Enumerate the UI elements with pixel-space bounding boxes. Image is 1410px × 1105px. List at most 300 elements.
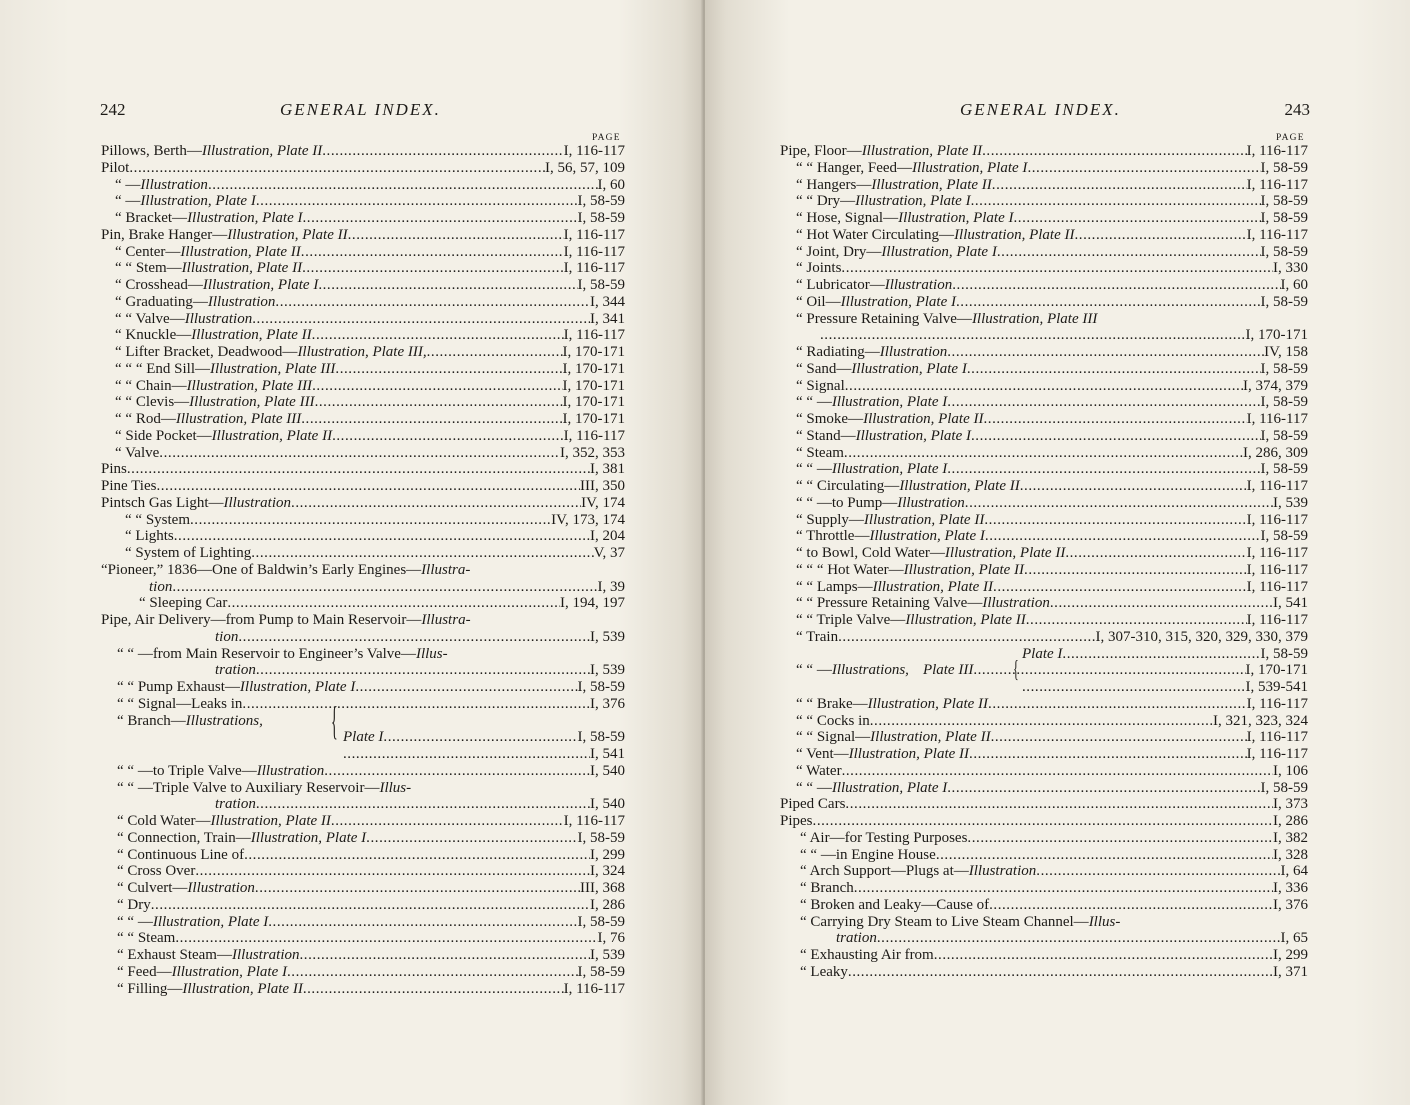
- index-entry: [780, 796, 1308, 813]
- page-reference: I, 116-117: [1246, 226, 1308, 243]
- page-reference: I, 286: [1273, 813, 1308, 829]
- entry-indent: [780, 327, 820, 344]
- entry-heading: [796, 428, 971, 445]
- entry-indent: [101, 729, 343, 746]
- entry-italic-text: Illustration, Plate II: [863, 511, 985, 528]
- index-entry: [101, 897, 625, 914]
- entry-indent: [780, 277, 796, 294]
- dot-leader: [997, 244, 1261, 261]
- dot-leader: [971, 193, 1261, 210]
- entry-heading: [796, 612, 1026, 629]
- entry-heading: [796, 595, 1050, 612]
- index-entry: [780, 244, 1308, 261]
- entry-indent: [780, 445, 796, 462]
- entry-italic-text: Illustration, Plate III: [971, 310, 1098, 327]
- entry-indent: [101, 177, 115, 194]
- entry-heading: [115, 411, 301, 428]
- dot-leader: [989, 897, 1273, 914]
- entry-indent: [780, 763, 796, 780]
- entry-heading: [796, 378, 845, 395]
- dot-leader: [845, 796, 1273, 813]
- entry-text: “ Crosshead—: [115, 277, 203, 293]
- page-reference: I, 116-117: [1246, 578, 1308, 595]
- entry-text: “ Exhausting Air from: [800, 947, 934, 963]
- running-title: GENERAL INDEX.: [280, 100, 441, 119]
- entry-text: “ “ Circulating—: [796, 478, 900, 494]
- entry-italic-text: Illustration, Plate II: [954, 226, 1075, 243]
- entry-indent: [780, 947, 800, 964]
- entry-heading: [101, 562, 470, 579]
- entry-text: “ Broken and Leaky—Cause of: [800, 896, 990, 913]
- dot-leader: [993, 579, 1247, 596]
- dot-leader: [366, 830, 577, 847]
- entry-indent: [101, 512, 125, 529]
- page-reference: I, 539: [590, 947, 625, 963]
- entry-text: “ Hangers—: [796, 176, 872, 193]
- entry-indent: [780, 428, 796, 445]
- index-entry: [780, 746, 1308, 763]
- entry-heading: [117, 713, 263, 730]
- entry-indent: [780, 629, 796, 646]
- entry-heading: [800, 880, 854, 897]
- entry-text: “ Air—for Testing Purposes: [800, 829, 968, 846]
- index-entry: [101, 260, 625, 277]
- index-entry: [780, 847, 1308, 864]
- entry-heading: [796, 662, 909, 679]
- dot-leader: [303, 981, 564, 998]
- entry-italic-text: Illustrations,: [185, 712, 263, 729]
- index-entry: [780, 562, 1308, 579]
- dot-leader: [1065, 545, 1246, 562]
- entry-indent: [101, 679, 117, 696]
- entry-text: “ Lifter Bracket, Deadwood—: [115, 344, 298, 360]
- page-reference: I, 170-171: [1245, 662, 1308, 679]
- entry-heading: [101, 478, 156, 495]
- page-reference: V, 37: [593, 545, 625, 561]
- entry-text: “ Leaky: [800, 963, 848, 980]
- entry-indent: [780, 897, 800, 914]
- entry-indent: [101, 579, 149, 596]
- index-entry: [780, 495, 1308, 512]
- page-reference: I, 58-59: [1260, 394, 1308, 411]
- page-reference: IV, 174: [581, 494, 625, 511]
- entry-heading: [796, 478, 1020, 495]
- entry-indent: [101, 193, 115, 210]
- entry-italic-text: Illustration, Plate II: [871, 176, 992, 193]
- dot-leader: [877, 930, 1281, 947]
- entry-indent: [780, 545, 796, 562]
- entry-indent: [780, 311, 796, 328]
- index-entry: [780, 394, 1308, 411]
- entry-indent: [780, 260, 796, 277]
- entry-heading: [215, 662, 256, 679]
- page-reference: I, 116-117: [563, 260, 625, 277]
- entry-text: “ Branch: [800, 880, 854, 896]
- dot-leader: [129, 160, 545, 177]
- page-reference: I, 540: [590, 796, 625, 813]
- page-reference: I, 64: [1280, 863, 1308, 880]
- entry-heading: [139, 595, 227, 612]
- entry-italic-text: Illustration, Plate I: [912, 159, 1028, 176]
- index-entry: [780, 830, 1308, 847]
- index-entry: [101, 478, 625, 495]
- page-reference: I, 170-171: [1245, 327, 1308, 344]
- entry-heading: [115, 244, 301, 261]
- index-entry: [101, 646, 625, 663]
- entry-indent: [101, 763, 117, 780]
- entry-indent: [780, 830, 800, 847]
- entry-italic-text: Illustration, Plate II: [903, 561, 1025, 578]
- dot-leader: [947, 394, 1260, 411]
- entry-heading: [800, 914, 1120, 931]
- page-reference: I, 58-59: [1260, 360, 1308, 377]
- entry-italic-text: Illustration, Plate I: [187, 210, 303, 226]
- brace-glyph: {: [331, 697, 338, 743]
- dot-leader: [1036, 863, 1280, 880]
- page-reference: I, 116-117: [563, 980, 625, 997]
- entry-indent: [101, 361, 115, 378]
- dot-leader: [238, 629, 590, 646]
- entry-heading: [796, 411, 983, 428]
- entry-indent: [101, 378, 115, 395]
- entry-heading: [115, 294, 275, 311]
- entry-heading: [780, 143, 982, 160]
- page-reference: I, 116-117: [563, 427, 625, 444]
- brace-glyph: {: [1013, 657, 1019, 684]
- index-entry: [101, 612, 625, 629]
- entry-text: “ “ Triple Valve—: [796, 612, 906, 628]
- page-reference: I, 58-59: [1260, 210, 1308, 226]
- entry-indent: [780, 177, 796, 194]
- dot-leader: [256, 796, 590, 813]
- entry-italic-text: Illustration, Plate III: [189, 394, 315, 411]
- page-reference: I, 116-117: [563, 243, 625, 260]
- entry-indent: [101, 662, 215, 679]
- index-entry: [780, 277, 1308, 294]
- entry-italic-text: Illustration: [879, 344, 948, 360]
- page-column-label: PAGE: [592, 133, 621, 143]
- entry-heading: [796, 227, 1074, 244]
- entry-heading: [796, 394, 947, 411]
- index-entry: [101, 545, 625, 562]
- entry-indent: [780, 210, 796, 227]
- dot-leader: [971, 428, 1261, 445]
- entry-italic-text: Illustration: [223, 494, 292, 511]
- dot-leader: [322, 143, 563, 160]
- entry-indent: [101, 411, 115, 428]
- dot-leader: [934, 947, 1273, 964]
- page-reference: I, 540: [590, 762, 625, 779]
- page-column-label: PAGE: [1276, 133, 1305, 143]
- entry-italic-text: Illustration, Plate I: [250, 829, 367, 846]
- entry-heading: [115, 361, 335, 378]
- page-reference: I, 371: [1273, 963, 1308, 980]
- entry-italic-text: Illustration, Plate II: [867, 695, 989, 712]
- entry-text: “ “ Signal—: [796, 729, 871, 746]
- index-entry: [780, 545, 1308, 562]
- entry-heading: [796, 445, 844, 462]
- entry-text: “ Throttle—: [796, 528, 870, 545]
- entry-italic-text: Illustration, Plate III: [175, 411, 302, 427]
- entry-italic-text: Illustration, Plate I: [202, 277, 319, 293]
- index-entry: [780, 143, 1308, 160]
- entry-italic-text: tion: [149, 578, 173, 595]
- dot-leader: [1024, 562, 1247, 579]
- dot-leader: [252, 311, 590, 328]
- page-reference: I, 56, 57, 109: [545, 159, 625, 176]
- dot-leader: [287, 964, 578, 981]
- page-reference: I, 58-59: [1260, 159, 1308, 176]
- page-reference: I, 170-171: [562, 344, 625, 360]
- entry-italic-text: Illustration: [207, 293, 276, 310]
- entry-text: “ Joints: [796, 260, 842, 277]
- entry-italic-text: Illustration, Plate I: [898, 210, 1014, 226]
- entry-indent: [101, 629, 215, 646]
- entry-indent: [780, 646, 1022, 663]
- entry-text: “ “ —from Main Reservoir to Engineer’s Valve—: [117, 645, 416, 662]
- entry-text: “ “ Pump Exhaust—: [117, 679, 240, 695]
- index-entry: [780, 579, 1308, 596]
- entry-text: “ “ Signal—Leaks in: [117, 695, 243, 712]
- entry-heading: [796, 579, 993, 596]
- entry-text: “ “ Stem—: [115, 260, 182, 277]
- entry-italic-text: Illustration, Plate I: [152, 913, 269, 930]
- left-page: [0, 0, 703, 1105]
- dot-leader: [1026, 612, 1247, 629]
- index-entry: [780, 646, 1308, 663]
- entry-indent: [780, 696, 796, 713]
- entry-indent: [101, 294, 115, 311]
- page-reference: I, 116-117: [1246, 746, 1308, 762]
- entry-italic-text: Illustration, Plate II: [211, 427, 333, 444]
- dot-leader: [302, 210, 577, 227]
- dot-leader: [175, 930, 597, 947]
- index-entry: [101, 277, 625, 294]
- entry-text: “ Vent—: [796, 746, 849, 762]
- entry-indent: [780, 612, 796, 629]
- page-reference: I, 539-541: [1245, 679, 1308, 695]
- entry-heading: [796, 696, 988, 713]
- entry-heading: [796, 344, 947, 361]
- page-reference: I, 58-59: [577, 193, 625, 210]
- entry-indent: [101, 897, 117, 914]
- page-reference: I, 116-117: [1246, 729, 1308, 746]
- entry-text: “ “ Rod—: [115, 411, 176, 427]
- entry-heading: [117, 813, 331, 830]
- entry-heading: [115, 177, 208, 194]
- index-entry: [780, 344, 1308, 361]
- entry-italic-text: Illustration: [140, 176, 208, 193]
- entry-text: “ Radiating—: [796, 344, 880, 360]
- dot-leader: [256, 193, 578, 210]
- page-reference: I, 286, 309: [1243, 444, 1308, 461]
- index-entry: [780, 679, 1308, 696]
- right-page: [705, 0, 1410, 1105]
- index-entry: [780, 378, 1308, 395]
- index-entry: [101, 143, 625, 160]
- entry-text: Pipes: [780, 813, 813, 829]
- dot-leader: [965, 495, 1273, 512]
- entry-heading: [796, 495, 965, 512]
- index-entry: [780, 930, 1308, 947]
- index-entry: [780, 478, 1308, 495]
- entry-heading: [800, 863, 1036, 880]
- dot-leader: [841, 260, 1273, 277]
- entry-heading: [115, 344, 427, 361]
- dot-leader: [991, 729, 1247, 746]
- page-reference: I, 58-59: [1260, 528, 1308, 545]
- dot-leader: [967, 830, 1273, 847]
- page-reference: I, 170-171: [562, 377, 625, 394]
- entry-indent: [780, 394, 796, 411]
- index-entry: [101, 562, 625, 579]
- entry-text: “ Lights: [125, 528, 174, 545]
- dot-leader: [967, 361, 1261, 378]
- page-reference: I, 299: [590, 846, 625, 863]
- dot-leader: [870, 713, 1213, 730]
- page-reference: I, 76: [597, 930, 625, 947]
- page-number: 243: [1284, 100, 1310, 119]
- page-reference: I, 116-117: [1246, 545, 1308, 561]
- page-reference: I, 541: [590, 746, 625, 762]
- index-entry: [780, 863, 1308, 880]
- index-entry: [780, 160, 1308, 177]
- entry-indent: [101, 696, 117, 713]
- entry-heading: [796, 713, 870, 730]
- index-entry: [101, 830, 625, 847]
- index-entry: [780, 947, 1308, 964]
- dot-leader: [312, 327, 564, 344]
- entry-indent: [780, 880, 800, 897]
- right-page-header: [780, 100, 1310, 122]
- entry-indent: [101, 713, 117, 730]
- index-entry: [780, 763, 1308, 780]
- entry-italic-text: tration: [836, 930, 877, 947]
- dot-leader: [251, 545, 593, 562]
- index-entry: [101, 177, 625, 194]
- entry-heading: [800, 964, 848, 981]
- entry-text: “ Culvert—: [117, 880, 188, 896]
- entry-indent: [101, 260, 115, 277]
- page-reference: I, 539: [590, 662, 625, 679]
- entry-text: “ Filling—: [117, 980, 183, 997]
- entry-text: “ Water: [796, 762, 842, 779]
- page-reference: I, 58-59: [577, 277, 625, 293]
- index-entry: [780, 964, 1308, 981]
- entry-heading: [796, 311, 1097, 328]
- entry-italic-text: Illustra-: [421, 561, 471, 578]
- entry-text: “ Center—: [115, 243, 181, 260]
- index-entry: [101, 411, 625, 428]
- entry-heading: [796, 294, 956, 311]
- index-entry: [780, 813, 1308, 830]
- entry-italic-text: Illustration, Plate II: [863, 411, 984, 427]
- page-reference: I, 170-171: [562, 394, 625, 411]
- page-reference: I, 116-117: [563, 143, 625, 159]
- index-entry: [780, 713, 1308, 730]
- page-reference: I, 374, 379: [1243, 377, 1308, 394]
- entry-heading: [796, 461, 947, 478]
- entry-text: “ Side Pocket—: [115, 427, 212, 444]
- dot-leader: [256, 662, 590, 679]
- dot-leader: [985, 528, 1261, 545]
- dot-leader: [1062, 646, 1260, 663]
- entry-text: “ Oil—: [796, 293, 841, 310]
- index-entry: [780, 294, 1308, 311]
- dot-leader: [1050, 595, 1273, 612]
- entry-italic-text: Illustration, Plate II: [201, 143, 323, 159]
- entry-heading: [796, 729, 991, 746]
- index-entry: [101, 394, 625, 411]
- entry-text: “ “ System: [125, 511, 190, 528]
- entry-text: “ —: [115, 193, 141, 210]
- index-entry: [101, 595, 625, 612]
- left-page-header: [100, 100, 630, 122]
- entry-italic-text: Plate I: [343, 729, 384, 746]
- entry-heading: [796, 260, 841, 277]
- entry-text: “ Exhaust Steam—: [117, 947, 232, 963]
- page-reference: I, 116-117: [1246, 561, 1308, 578]
- entry-heading: [125, 512, 190, 529]
- index-entry: [780, 512, 1308, 529]
- index-entry: [101, 746, 625, 763]
- entry-indent: [101, 930, 117, 947]
- entry-indent: [780, 378, 796, 395]
- entry-indent: [101, 244, 115, 261]
- index-entry: [780, 411, 1308, 428]
- entry-text: “ “ “ Hot Water—: [796, 561, 904, 578]
- entry-text: “ Cross Over: [117, 863, 196, 880]
- entry-italic-text: Illustration: [982, 595, 1050, 612]
- entry-italic-text: Illustration, Plate I: [851, 360, 967, 377]
- page-reference: I, 116-117: [1246, 511, 1308, 528]
- entry-text: “ Knuckle—: [115, 327, 192, 344]
- index-entry: [101, 193, 625, 210]
- entry-text: Pipe, Air Delivery—from Pump to Main Reservoir—: [101, 612, 422, 628]
- page-reference: I, 321, 323, 324: [1213, 712, 1308, 729]
- entry-text: “ “ —Triple Valve to Auxiliary Reservoir—: [117, 779, 380, 796]
- entry-italic-text: Plate I: [1022, 645, 1063, 662]
- index-entry: [780, 260, 1308, 277]
- entry-indent: [780, 930, 836, 947]
- index-entry: [101, 880, 625, 897]
- entry-heading: [115, 260, 302, 277]
- entry-text: “ System of Lighting: [125, 545, 252, 561]
- entry-heading: [101, 160, 129, 177]
- dot-leader: [842, 763, 1273, 780]
- entry-indent: [101, 847, 117, 864]
- entry-heading: [115, 378, 312, 395]
- entry-text: “ Branch—: [117, 712, 186, 729]
- entry-text: “ “ —: [796, 662, 832, 679]
- index-entry: [780, 612, 1308, 629]
- index-entry: [780, 528, 1308, 545]
- entry-italic-text: Plate III: [922, 662, 974, 679]
- entry-text: “ Feed—: [117, 963, 172, 980]
- dot-leader: [208, 177, 598, 194]
- index-entry: [780, 629, 1308, 646]
- index-entry: [101, 930, 625, 947]
- entry-text: Pintsch Gas Light—: [101, 494, 224, 511]
- entry-heading: [115, 327, 312, 344]
- page-reference: I, 58-59: [1260, 779, 1308, 796]
- entry-text: “ Valve: [115, 444, 160, 461]
- entry-indent: [780, 361, 796, 378]
- page-reference: I, 116-117: [1246, 143, 1308, 159]
- entry-heading: [796, 746, 969, 763]
- entry-italic-text: Illustration, Plate II: [191, 327, 312, 344]
- page-reference: I, 286: [590, 896, 625, 913]
